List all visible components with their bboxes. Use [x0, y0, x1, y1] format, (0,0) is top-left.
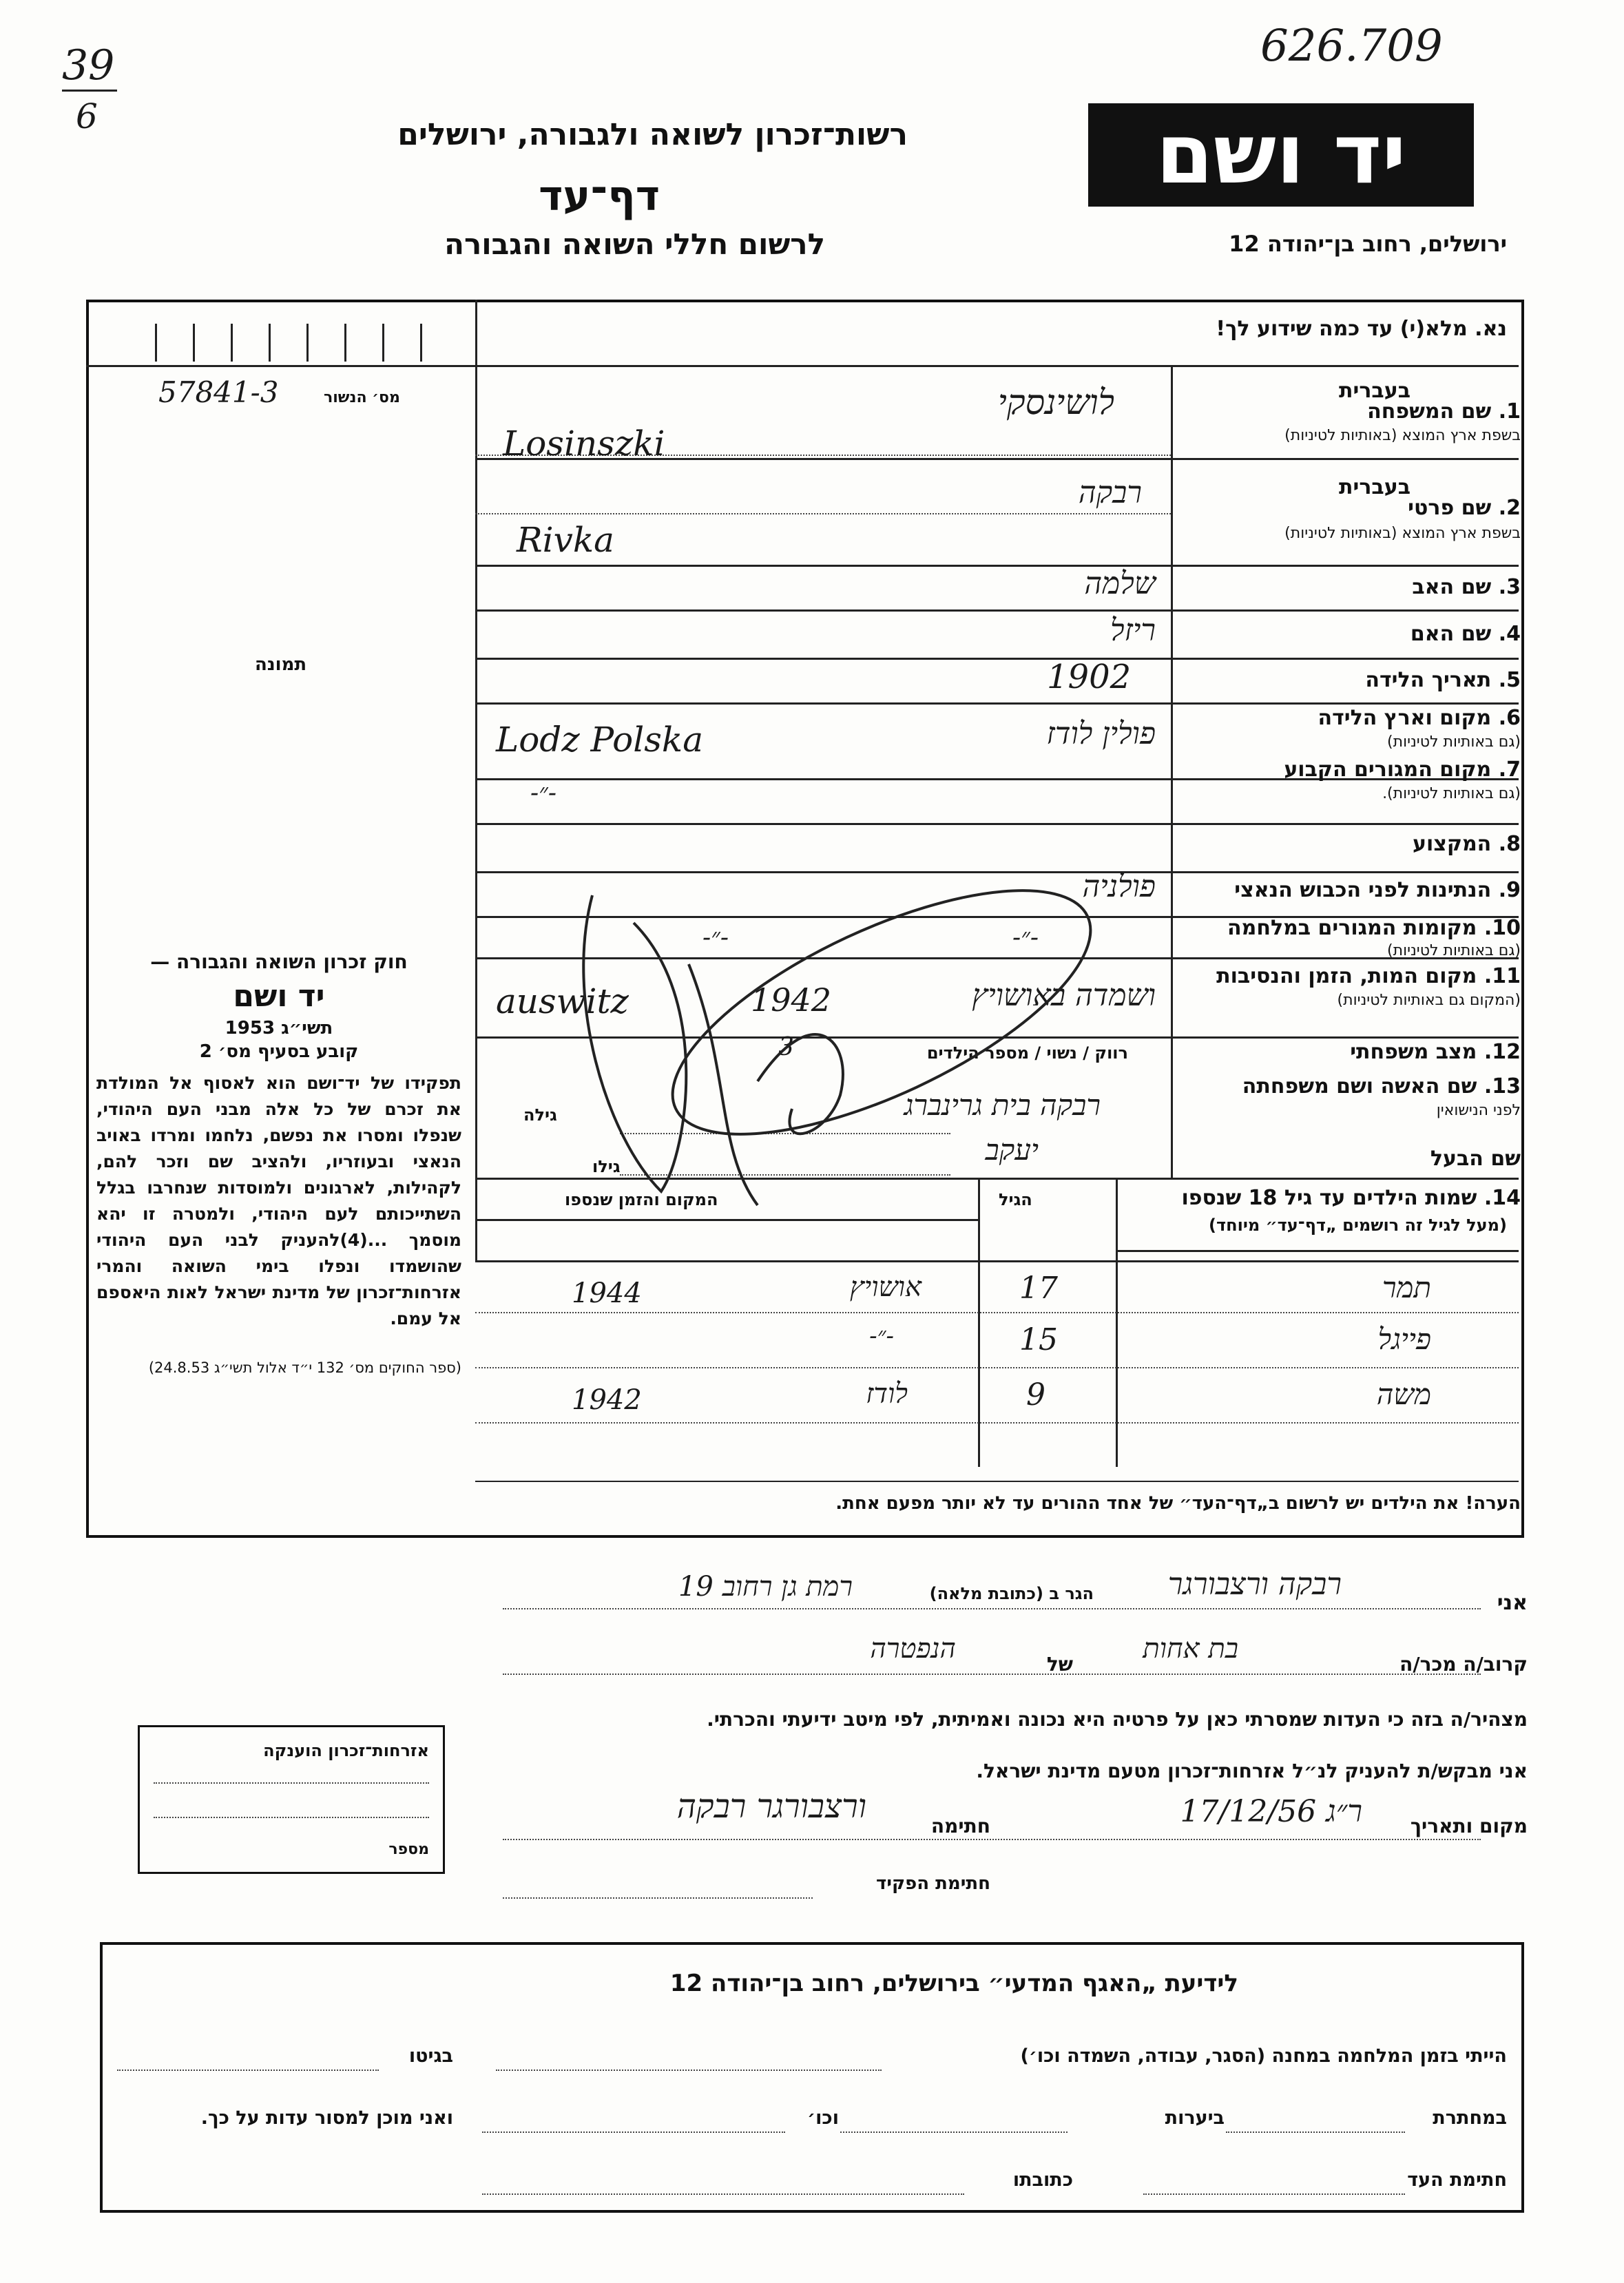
field-12-label: מצב משפחתי — [1350, 1040, 1477, 1064]
field-6-value-he: פולין לודז — [1046, 716, 1156, 751]
field-6-value-latin: Lodz Polska — [496, 720, 704, 760]
field-4-label: שם האם — [1410, 622, 1492, 646]
child-name: תמר — [1382, 1271, 1431, 1304]
place-date-label: מקום ותאריך — [1410, 1815, 1528, 1837]
husband-side-label: גילו — [592, 1157, 621, 1176]
field-13-label: שם האשה ושם משפחתה — [1242, 1074, 1477, 1098]
law-body: תפקידו של יד־ושם הוא לאסוף אל המולדת את זכרם של כל אלה מבני העם היהודי, שנפלו ומסרו את נפשם, נלחמו ומרדו באויב הנאצי ובעוזריו, ולהציב שם וזכר להם, לקהילות, לארגונים ולמוסדות שנחרבו בגלל השתייכותם לעם היהודי, ולמטרה זו יהא מוסמך ...(4)להעניק לבני העם היהודי שהושמדו ונפלו בימי השואה והמרי אזרחות־זכרון של מדינת ישראל לאות היאספם אל עמם. — [96, 1073, 461, 1328]
law-clause: קובע בסעיף מס׳ 2 — [199, 1041, 359, 1062]
field-6-num: 6. — [1498, 706, 1521, 730]
children-sub: (מעל לגיל זה רושמים „דף־עד״ מיוחד) — [1209, 1216, 1507, 1235]
field-12-value: 3 — [778, 1033, 794, 1061]
field-9-num: 9. — [1498, 878, 1521, 902]
form-title: דף־עד — [539, 172, 660, 220]
field-1-label: שם המשפחה — [1367, 399, 1492, 424]
certificate-box — [138, 1725, 445, 1874]
field-3-value: שלמה — [1084, 566, 1156, 601]
archive-number: 626.709 — [1260, 21, 1443, 72]
handwritten-scribble — [551, 861, 1171, 1240]
field-7-label: מקום המגורים הקבוע — [1284, 758, 1492, 782]
field-2-lang: בעברית — [1339, 475, 1410, 499]
footer-line1-end: בגיטו — [408, 2045, 453, 2067]
field-2-num: 2. — [1498, 496, 1521, 520]
field-2-sub: בשפת ארץ המוצא (באותיות לטיניות) — [1284, 525, 1521, 542]
field-2-label: שם פרטי — [1408, 496, 1492, 520]
declaration: מצהיר/ה בזה כי העדות שמסרתי כאן על פרטיה היא נכונה ואמיתית, לפי מיטב ידיעתי והכרתי. — [707, 1708, 1528, 1731]
of-label: של — [1046, 1653, 1073, 1676]
field-10-value: -״- — [702, 924, 729, 952]
husband-value: יעקב — [985, 1133, 1039, 1167]
law-title: חוק זכרון השואה והגבורה — — [150, 950, 408, 973]
field-12-num: 12. — [1484, 1040, 1521, 1064]
field-9-value: פולניה — [1082, 869, 1156, 904]
field-7-sub: (גם באותיות לטיניות). — [1382, 785, 1521, 802]
field-1-sub: בשפת ארץ המוצא (באותיות לטיניות) — [1284, 427, 1521, 444]
footer-line2-b: ביערות — [1165, 2107, 1225, 2129]
field-4-num: 4. — [1498, 622, 1521, 646]
col-age: הגיל — [999, 1190, 1032, 1209]
law-year: תשי״ג 1953 — [225, 1018, 333, 1039]
authority-title: רשות־זכרון לשואה ולגבורה, ירושלים — [397, 117, 908, 152]
field-3-num: 3. — [1498, 575, 1521, 599]
child-year: 1944 — [572, 1278, 642, 1309]
child-name: פייגל — [1377, 1322, 1431, 1356]
declarant-address: רמת גן רחוב 19 — [678, 1571, 853, 1603]
note: הערה! את הילדים יש לרשום ב„דף־העד״ של אחד ההורים עד לא יותר מפעם אחת. — [835, 1493, 1521, 1514]
children-num: 14. — [1484, 1186, 1521, 1210]
footer-heading: לידיעת „האגף המדעי״ בירושלים, רחוב בן־יהודה 12 — [669, 1970, 1238, 1997]
field-9-label: הנתינות לפני הכבוש הנאצי — [1234, 878, 1492, 902]
field-8-label: המקצוע — [1412, 832, 1492, 856]
signature-label: חתימה — [930, 1815, 990, 1837]
field-13-value: רבקה בית גרינברג — [904, 1088, 1101, 1122]
field-5-value: 1902 — [1047, 658, 1132, 696]
children-label — [1181, 1186, 1521, 1210]
child-place: אושויץ — [849, 1271, 922, 1303]
field-3-label: שם האב — [1412, 575, 1492, 599]
child-name: משה — [1376, 1377, 1431, 1411]
page-mark-bottom: 6 — [76, 96, 98, 136]
field-1-num: 1. — [1498, 399, 1521, 424]
field-12-sub: רווק / נשוי / מספר הילדים — [926, 1043, 1128, 1063]
husband-label: שם הבעל — [1430, 1147, 1521, 1171]
request: אני מבקש/ת להעניק לנ״ל אזרחות־זכרון מטעם מדינת ישראל. — [976, 1760, 1528, 1782]
child-year: 1942 — [572, 1384, 642, 1416]
field-11-sub: (המקום גם באותיות לטיניות) — [1337, 992, 1521, 1009]
field-2-value-latin: Rivka — [517, 520, 614, 560]
field-4-value: ריזל — [1110, 613, 1156, 648]
footer-line2-d: ואני מוכן למסור עדות על כך. — [200, 2107, 453, 2129]
child-place: לודז — [866, 1378, 908, 1410]
field-10-value-repeat: -״- — [1012, 924, 1039, 952]
footer-line1-label: הייתי בזמן המלחמה במחנה (הסגר, עבודה, השמדה וכו׳) — [1020, 2045, 1507, 2067]
field-10-sub: (גם באותיות לטיניות) — [1387, 942, 1521, 959]
form-subtitle: לרשום חללי השואה והגבורה — [444, 227, 825, 261]
cert-number-label: מספר — [388, 1841, 429, 1858]
field-11-value-year: 1942 — [751, 981, 832, 1019]
field-8-num: 8. — [1498, 832, 1521, 856]
declarant-name: רבקה ורצבורגר — [1167, 1567, 1342, 1602]
child-age: 9 — [1026, 1377, 1045, 1412]
field-6-label: מקום וארץ הלידה — [1318, 706, 1492, 730]
serial-value: 57841-3 — [158, 375, 279, 409]
law-name: יד ושם — [233, 979, 325, 1014]
col-place: המקום והזמן שנספו — [565, 1190, 718, 1209]
field-13-sub: לפני הנישואין — [1436, 1102, 1521, 1119]
field-13-side-label: גילה — [523, 1105, 557, 1125]
law-ref: (ספר החוקים מס׳ 132 י״ד אלול תשי״ג 24.8.53) — [148, 1359, 461, 1376]
page-mark-top: 39 — [62, 41, 115, 90]
of-value: הנפטרה — [870, 1633, 956, 1665]
field-7-value: -״- — [530, 779, 557, 807]
cert-title: אזרחות־זכרון הוענקה — [263, 1741, 429, 1760]
field-5-label: תאריך הלידה — [1365, 668, 1492, 692]
signature-value: ורצבורגר רבקה — [676, 1787, 866, 1826]
declarant-i: אני — [1497, 1591, 1528, 1615]
field-11-num: 11. — [1484, 964, 1521, 988]
field-10-num: 10. — [1484, 916, 1521, 940]
place-date-value: ר״ג 17/12/56 — [1180, 1794, 1362, 1829]
field-1-value-latin: Losinszki — [503, 424, 665, 463]
field-2-value-he: רבקה — [1078, 475, 1142, 510]
children-title: שמות הילדים עד גיל 18 שנספו — [1181, 1186, 1477, 1210]
field-1-value-he: לושינסקי — [997, 382, 1114, 422]
field-1-lang: בעברית — [1339, 379, 1410, 403]
child-place: -״- — [869, 1322, 894, 1350]
instruction: נא. מלא(י) עד כמה שידוע לך! — [1216, 317, 1507, 341]
photo-label: תמונה — [255, 654, 307, 675]
field-10-label: מקומות המגורים במלחמה — [1227, 916, 1477, 940]
footer-line2-c: וכו׳ — [807, 2107, 839, 2129]
official-label: חתימת הפקיד — [876, 1873, 990, 1894]
relation-label: קרוב/ה מכר/ה — [1399, 1653, 1528, 1676]
yad-vashem-logo: יד ושם — [1088, 103, 1474, 207]
footer-line3-b: כתובתו — [1012, 2169, 1073, 2191]
field-11-value-he: ושמדה באושויץ — [972, 978, 1156, 1013]
field-13-num: 13. — [1484, 1074, 1521, 1098]
residence-label: הגר ב (כתובת מלאה) — [929, 1584, 1094, 1603]
tally-marks — [155, 324, 458, 362]
page-mark-divider — [62, 90, 117, 92]
child-age: 17 — [1019, 1271, 1058, 1306]
field-7-num: 7. — [1498, 758, 1521, 782]
footer-line2-a: במחתרת — [1433, 2107, 1507, 2129]
field-5-num: 5. — [1498, 668, 1521, 692]
field-11-label: מקום המות, הזמן והנסיבות — [1216, 964, 1477, 988]
field-6-sub: (גם באותיות לטיניות) — [1387, 733, 1521, 751]
footer-line3-a: חתימת העד — [1407, 2169, 1507, 2191]
law-box — [96, 950, 461, 1376]
relation-value: בת אחות — [1143, 1633, 1238, 1665]
serial-label: מס׳ הנשור — [324, 389, 400, 406]
field-11-value-latin: auswitz — [496, 981, 629, 1021]
child-age: 15 — [1019, 1322, 1058, 1357]
address: ירושלים, רחוב בן־יהודה 12 — [1229, 231, 1507, 257]
